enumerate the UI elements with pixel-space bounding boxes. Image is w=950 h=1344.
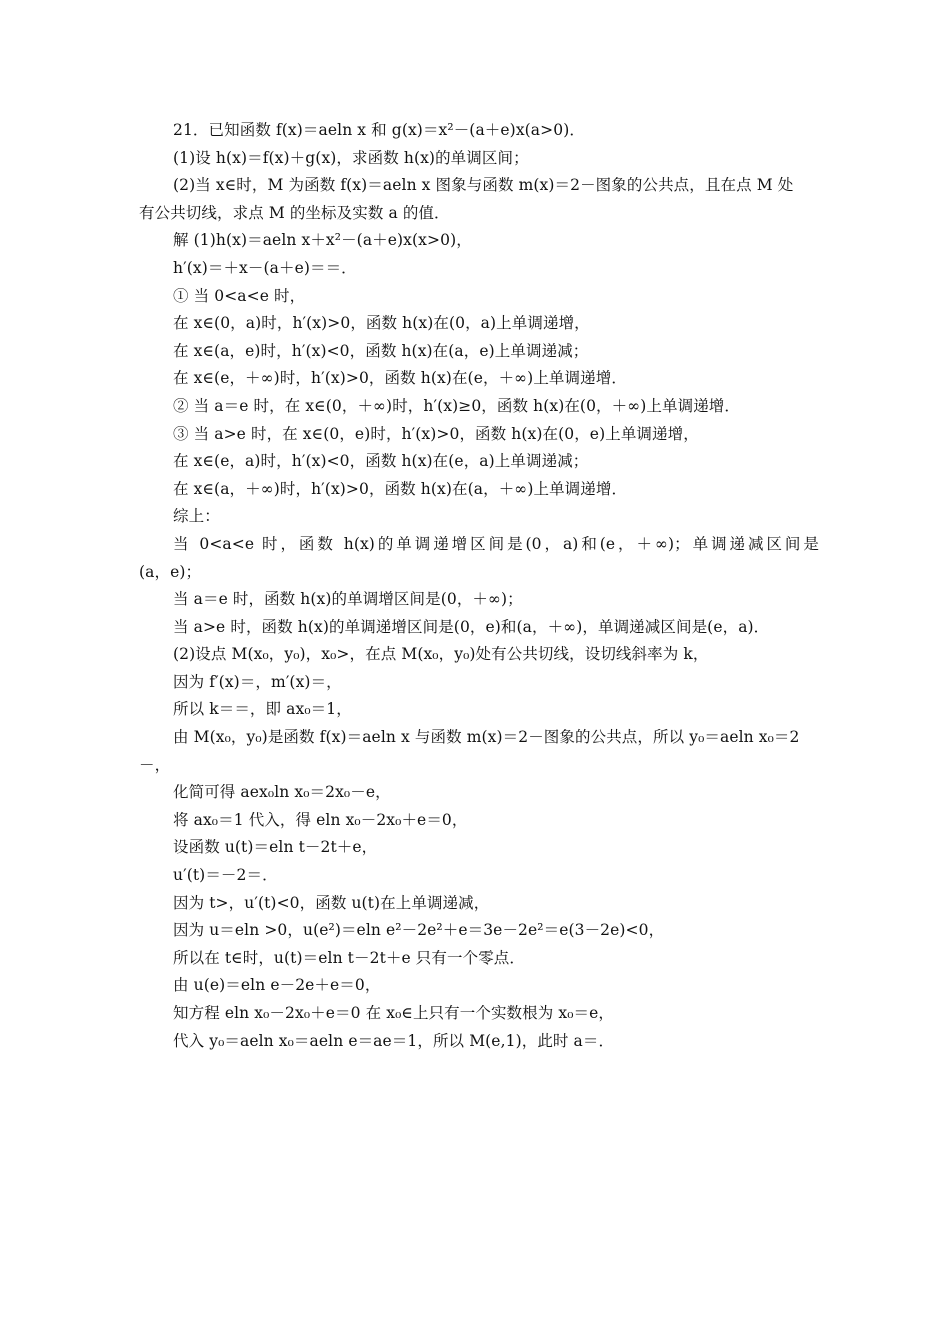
document-line: 当 a>e 时，函数 h(x)的单调递增区间是(0，e)和(a，＋∞)，单调递减区间是(e，a)．	[173, 617, 770, 636]
document-line: 所以 k＝＝，即 ax₀＝1，	[173, 700, 352, 719]
document-line: 由 u(e)＝eln e－2e＋e＝0，	[173, 976, 381, 995]
document-line: 因为 f′(x)＝，m′(x)＝，	[173, 672, 342, 691]
document-line: 综上：	[173, 507, 220, 526]
document-line: 代入 y₀＝aeln x₀＝aeln e＝ae＝1，所以 M(e,1)，此时 a＝．	[173, 1031, 615, 1050]
document-line: 21．已知函数 f(x)＝aeln x 和 g(x)＝x²－(a＋e)x(a>0)．	[173, 121, 585, 139]
document-line: －，	[139, 755, 171, 774]
document-line: 当 0<a<e 时，函数 h(x)的单调递增区间是(0，a)和(e，＋∞)；单调递减区间是	[173, 534, 819, 553]
document-line: 设函数 u(t)＝eln t－2t＋e，	[173, 838, 378, 857]
document-line: 在 x∈(e，a)时，h′(x)<0，函数 h(x)在(e，a)上单调递减；	[173, 452, 589, 471]
document-line: ① 当 0<a<e 时，	[173, 286, 306, 305]
document-line: (1)设 h(x)＝f(x)＋g(x)，求函数 h(x)的单调区间；	[173, 148, 529, 167]
document-line: 因为 u＝eln >0，u(e²)＝eln e²－2e²＋e＝3e－2e²＝e(3－2e)<0，	[173, 921, 665, 940]
document-line: u′(t)＝－2＝．	[173, 866, 278, 885]
document-line: (2)设点 M(x₀，y₀)，x₀>，在点 M(x₀，y₀)处有公共切线，设切线斜率为 k，	[173, 645, 709, 664]
document-line: ③ 当 a>e 时，在 x∈(0，e)时，h′(x)>0，函数 h(x)在(0，e)上单调递增，	[173, 424, 699, 443]
document-line: 因为 t>，u′(t)<0，函数 u(t)在上单调递减，	[173, 893, 490, 912]
document-line: 由 M(x₀，y₀)是函数 f(x)＝aeln x 与函数 m(x)＝2－图象的公共点，所以 y₀＝aeln x₀＝2	[173, 728, 800, 747]
document-line: (2)当 x∈时，M 为函数 f(x)＝aeln x 图象与函数 m(x)＝2－图象的公共点，且在点 M 处	[173, 176, 794, 195]
document-line: (a，e)；	[139, 562, 202, 581]
document-line: 知方程 eln x₀－2x₀＋e＝0 在 x₀∈上只有一个实数根为 x₀＝e，	[173, 1004, 615, 1022]
document-line: 化简可得 aex₀ln x₀＝2x₀－e，	[173, 783, 391, 802]
document-line: 在 x∈(0，a)时，h′(x)>0，函数 h(x)在(0，a)上单调递增，	[173, 314, 590, 333]
document-line: h′(x)＝＋x－(a＋e)＝＝．	[173, 258, 357, 277]
document-line: 当 a＝e 时，函数 h(x)的单调增区间是(0，＋∞)；	[173, 590, 523, 609]
document-line: 在 x∈(a，＋∞)时，h′(x)>0，函数 h(x)在(a，＋∞)上单调递增．	[173, 479, 628, 498]
document-line: 在 x∈(e，＋∞)时，h′(x)>0，函数 h(x)在(e，＋∞)上单调递增．	[173, 369, 627, 388]
document-body	[139, 117, 819, 1055]
document-line: ② 当 a＝e 时，在 x∈(0，＋∞)时，h′(x)≥0，函数 h(x)在(0，＋∞)上单调递增．	[173, 396, 741, 415]
document-line: 将 ax₀＝1 代入，得 eln x₀－2x₀＋e＝0，	[173, 810, 468, 829]
document-line: 所以在 t∈时，u(t)＝eln t－2t＋e 只有一个零点．	[173, 948, 525, 967]
document-line: 有公共切线，求点 M 的坐标及实数 a 的值．	[139, 203, 450, 222]
document-line: 在 x∈(a，e)时，h′(x)<0，函数 h(x)在(a，e)上单调递减；	[173, 341, 589, 360]
document-line: 解 (1)h(x)＝aeln x＋x²－(a＋e)x(x>0)，	[173, 231, 472, 250]
